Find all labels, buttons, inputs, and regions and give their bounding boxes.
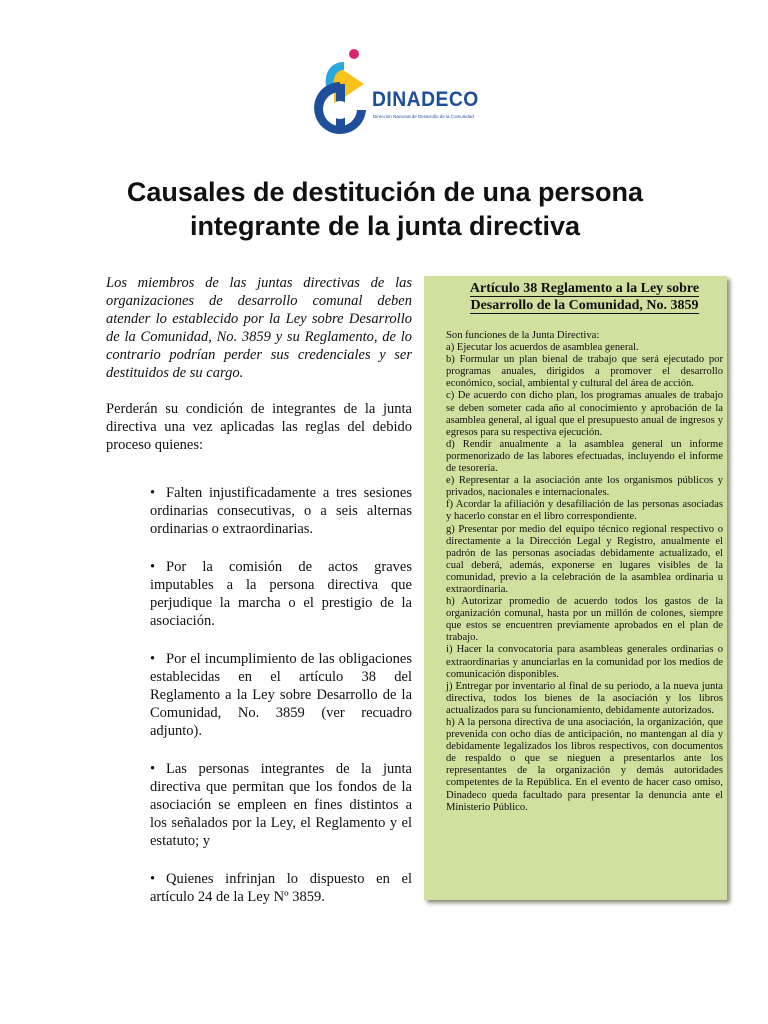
box-title	[446, 280, 723, 314]
article-38-box	[424, 276, 727, 900]
logo-wordmark: DINADECO	[372, 88, 479, 111]
box-title-text: Artículo 38 Reglamento a la Ley sobre Desarrollo de la Comunidad, No. 3859	[469, 281, 700, 313]
cause-text: Las personas integrantes de la junta directiva que permitan que los fondos de la asociación se empleen en fines distintos a los señalados por la Ley, el Reglamento y el estatuto; y	[150, 761, 412, 849]
cause-text: Quienes infrinjan lo dispuesto en el artículo 24 de la Ley Nº 3859.	[150, 871, 412, 905]
box-item: a) Ejecutar los acuerdos de asamblea general.	[446, 342, 639, 354]
dinadeco-logo	[300, 44, 480, 144]
bullet-icon: •	[150, 559, 156, 575]
box-item: b) Formular un plan bienal de trabajo que será ejecutado por programas anuales, dirigidos a promover el desarrollo económico, social, ambiental y cultural del área de acción.	[446, 354, 723, 390]
box-item: c) De acuerdo con dicho plan, los programas anuales de trabajo se deben someter cada año al conocimiento y aprobación de la asamblea general, al igual que el presupuesto anual de ingresos y egresos para su respectiva ejecución.	[446, 390, 723, 438]
box-item: i) Hacer la convocatoria para asambleas generales ordinarias o extraordinarias y anunciarlas en la comunidad por los medios de comunicación disponibles.	[446, 644, 723, 680]
list-item	[150, 650, 412, 740]
list-item	[150, 760, 412, 850]
dinadeco-logo-icon	[300, 44, 380, 144]
main-text-column	[106, 274, 412, 926]
box-item: j) Entregar por inventario al final de su periodo, a la nueva junta directiva, todos los bienes de la asociación y los libros actualizados para su funcionamiento, debidamente autorizados.	[446, 680, 723, 716]
lead-paragraph: Perderán su condición de integrantes de la junta directiva una vez aplicadas las reglas del debido proceso quienes:	[106, 401, 412, 453]
list-item	[150, 558, 412, 630]
causes-list	[106, 484, 412, 906]
cause-text: Por la comisión de actos graves imputables a la persona directiva que perjudique la marcha o el prestigio de la asociación.	[150, 559, 412, 629]
bullet-icon: •	[150, 871, 156, 887]
box-item: e) Representar a la asociación ante los organismos públicos y privados, nacionales e internacionales.	[446, 475, 723, 499]
intro-paragraph: Los miembros de las juntas directivas de las organizaciones de desarrollo comunal deben atender lo establecido por la Ley sobre Desarrollo de la Comunidad, No. 3859 y su Reglamento, de lo contrario podrían perder sus credenciales y ser destituidos de su cargo.	[106, 275, 412, 381]
box-intro: Son funciones de la Junta Directiva:	[446, 330, 600, 341]
bullet-icon: •	[150, 761, 156, 777]
cause-text: Por el incumplimiento de las obligaciones establecidas en el artículo 38 del Reglamento a la Ley sobre Desarrollo de la Comunidad, No. 3859 (ver recuadro adjunto).	[150, 651, 412, 739]
box-body	[446, 330, 723, 814]
list-item	[150, 484, 412, 538]
box-item: g) Presentar por medio del equipo técnico regional respectivo o directamente a la Dirección Legal y Registro, anualmente el padrón de las personas asociadas debidamente actualizado, el cual deberá, además, exponerse en lugares visibles de la comunidad, previo a la celebración de la asamblea ordinaria u extraordinaria.	[446, 523, 723, 595]
cause-text: Falten injustificadamente a tres sesiones ordinarias consecutivas, o a seis alternas ordinarias o extraordinarias.	[150, 485, 412, 537]
page-title: Causales de destitución de una persona integrante de la junta directiva	[126, 177, 644, 241]
list-item	[150, 870, 412, 906]
box-item: h) A la persona directiva de una asociación, la organización, que prevenida con ocho días de anticipación, no mantengan al día y debidamente legalizados los libros respectivos, con documentos de respaldo o que se nieguen a presentarlos ante los representantes de la organización y demás autoridades competentes de la República. En el evento de hacer caso omiso, Dinadeco queda facultado para presentar la denuncia ante el Ministerio Público.	[446, 717, 723, 813]
bullet-icon: •	[150, 651, 156, 667]
box-item: h) Autorizar promedio de acuerdo todos los gastos de la organización comunal, hasta por un millón de colones, siempre que estos se encuentren previamente aprobados en el plan de trabajo.	[446, 596, 723, 644]
box-item: d) Rendir anualmente a la asamblea general un informe pormenorizado de las labores efectuadas, incluyendo el informe de tesorería.	[446, 438, 723, 475]
box-item: f) Acordar la afiliación y desafiliación de las personas asociadas y hacerlo constar en el libro correspondiente.	[446, 499, 723, 523]
logo-tagline: Dirección Nacional de Desarrollo de la Comunidad	[373, 114, 474, 119]
bullet-icon: •	[150, 485, 156, 501]
